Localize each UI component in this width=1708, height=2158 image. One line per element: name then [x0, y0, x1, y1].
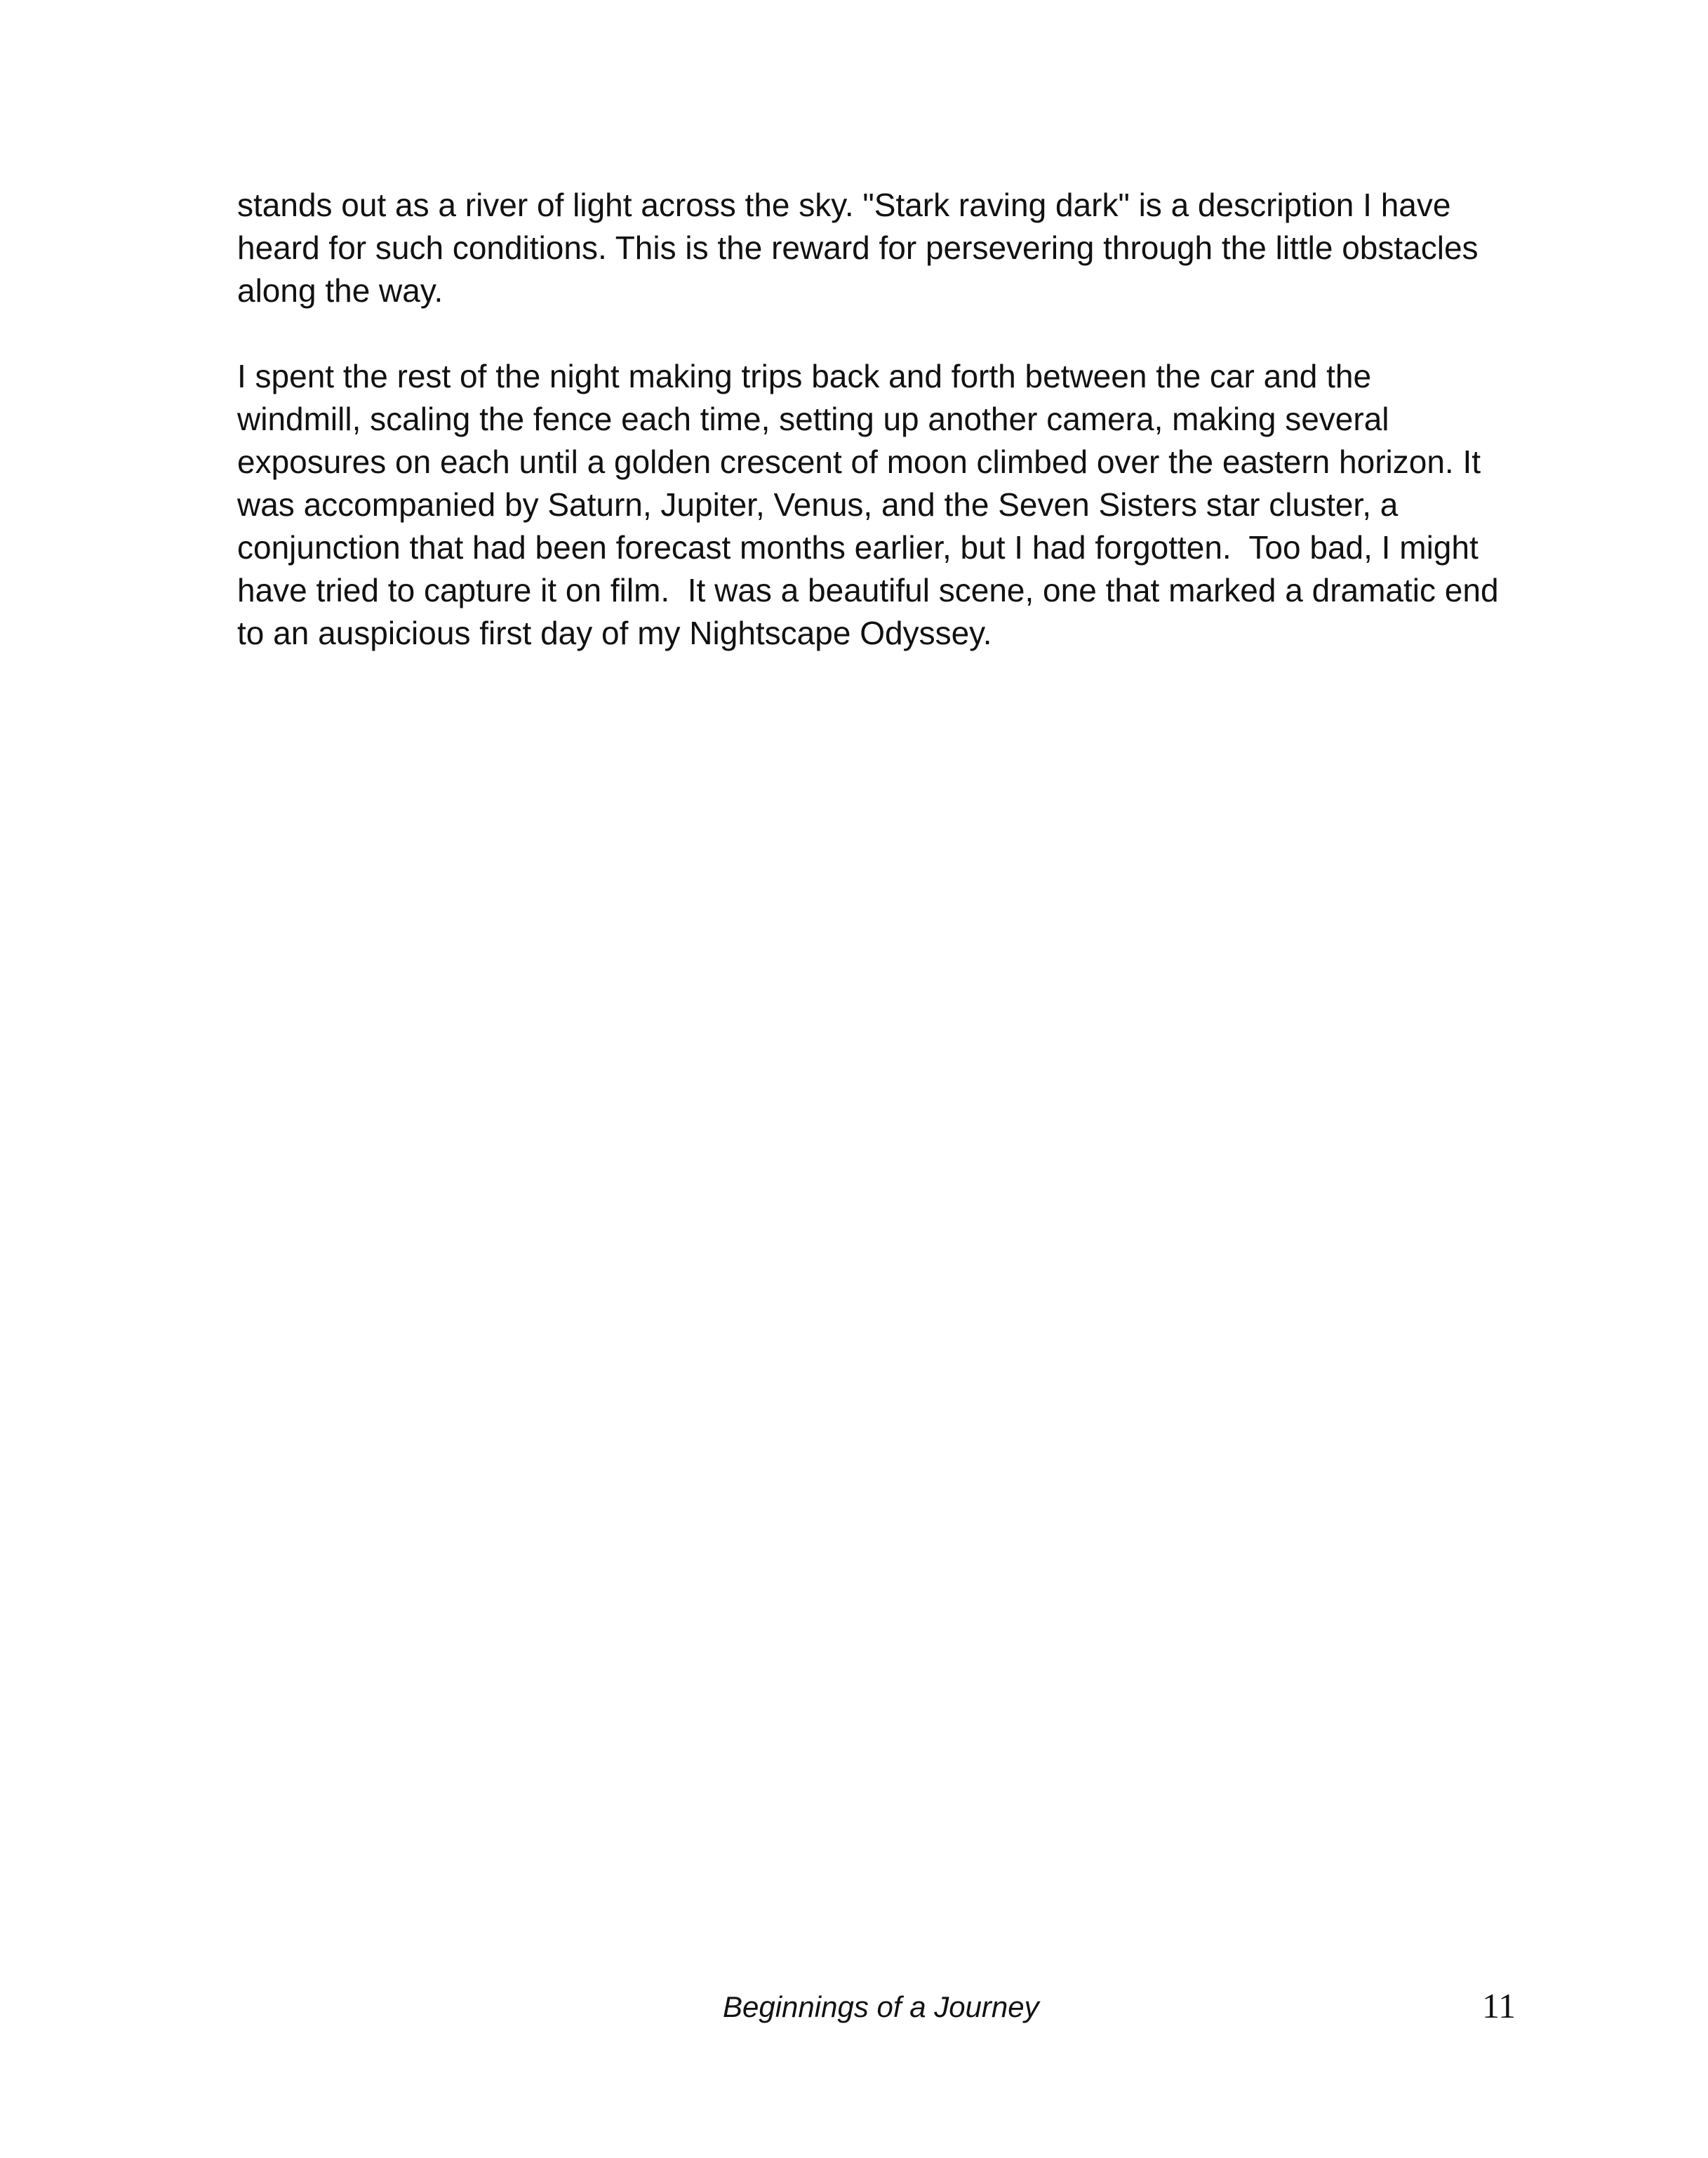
text-line: conjunction that had been forecast months earlier, but I had forgotten. Too bad, I might — [237, 529, 1479, 566]
text-line: heard for such conditions. This is the reward for persevering through the little obstacles — [237, 229, 1479, 266]
text-line: to an auspicious first day of my Nightscape Odyssey. — [237, 615, 992, 651]
paragraph-2 — [237, 355, 1514, 655]
page-number: 11 — [1482, 1986, 1516, 2025]
text-line: have tried to capture it on film. It was a beautiful scene, one that marked a dramatic end — [237, 572, 1499, 608]
body-text — [237, 184, 1514, 655]
footer-title: Beginnings of a Journey — [723, 1990, 1039, 2023]
text-line: along the way. — [237, 272, 443, 309]
text-line: was accompanied by Saturn, Jupiter, Venus, and the Seven Sisters star cluster, a — [237, 486, 1399, 523]
paragraph-1 — [237, 184, 1514, 312]
text-line: windmill, scaling the fence each time, setting up another camera, making several — [237, 401, 1389, 437]
text-line: I spent the rest of the night making trips back and forth between the car and the — [237, 358, 1372, 394]
paragraph-spacer — [237, 312, 1514, 355]
text-line: exposures on each until a golden crescent of moon climbed over the eastern horizon. It — [237, 444, 1481, 480]
text-line: stands out as a river of light across the sky. "Stark raving dark" is a description I have — [237, 187, 1451, 223]
